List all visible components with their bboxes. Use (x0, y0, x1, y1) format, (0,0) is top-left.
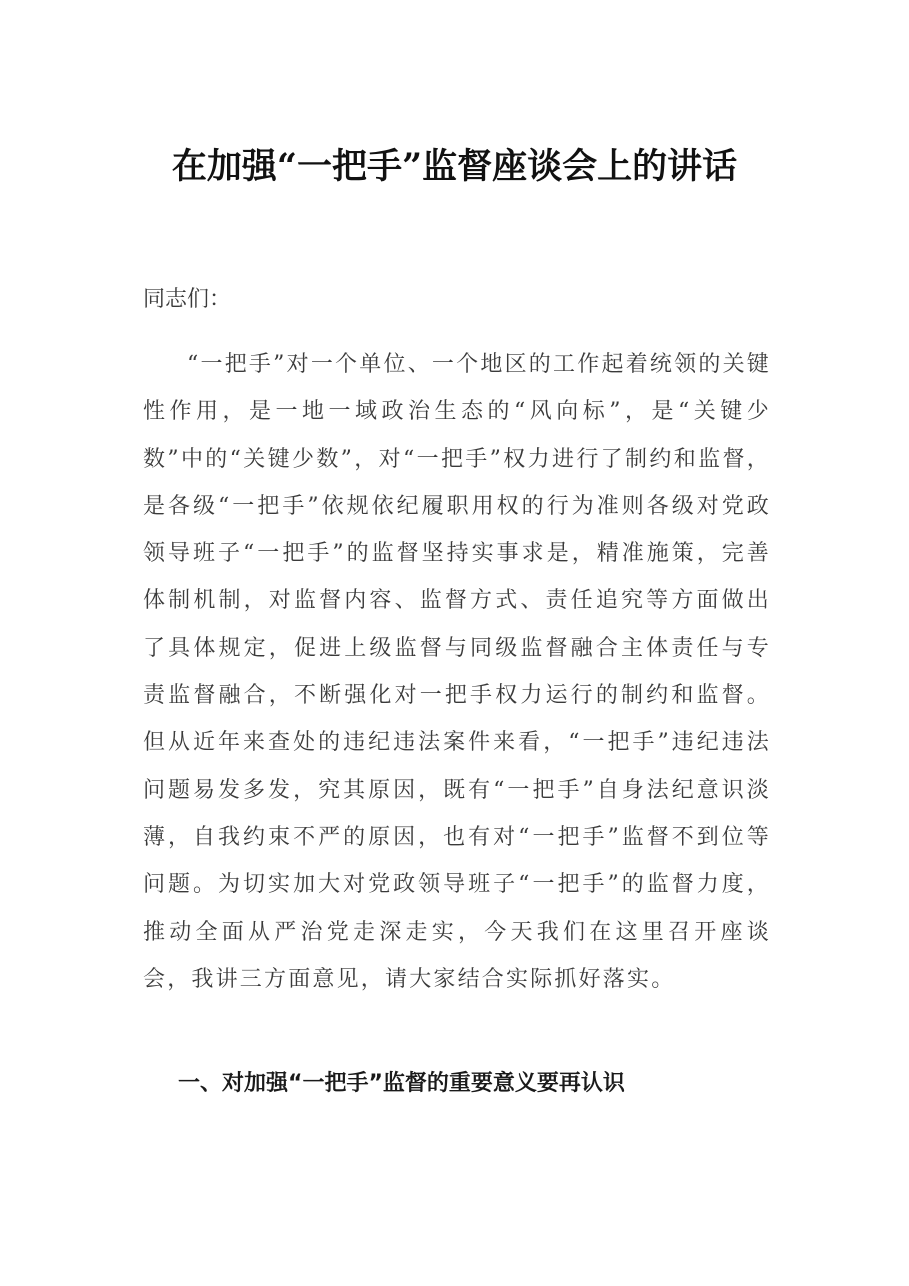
section-heading: 一、对加强“一把手”监督的重要意义要再认识 (178, 1071, 625, 1096)
body-paragraph: “一把手”对一个单位、一个地区的工作起着统领的关键性作用，是一地一域政治生态的“风向标”，是“关键少数”中的“关键少数”，对“一把手”权力进行了制约和监督，是各级“一把手”依规依纪履职用权的行为准则各级对党政领导班子“一把手”的监督坚持实事求是，精准施策，完善体制机制，对监督内容、监督方式、责任追究等方面做出了具体规定，促进上级监督与同级监督融合主体责任与专责监督融合，不断强化对一把手权力运行的制约和监督。但从近年来查处的违纪违法案件来看，“一把手”违纪违法问题易发多发，究其原因，既有“一把手”自身法纪意识淡薄，自我约束不严的原因，也有对“一把手”监督不到位等问题。为切实加大对党政领导班子“一把手”的监督力度，推动全面从严治党走深走实，今天我们在这里召开座谈会，我讲三方面意见，请大家结合实际抓好落实。 (143, 352, 771, 992)
document-title: 在加强“一把手”监督座谈会上的讲话 (171, 146, 738, 187)
salutation: 同志们： (143, 287, 232, 312)
